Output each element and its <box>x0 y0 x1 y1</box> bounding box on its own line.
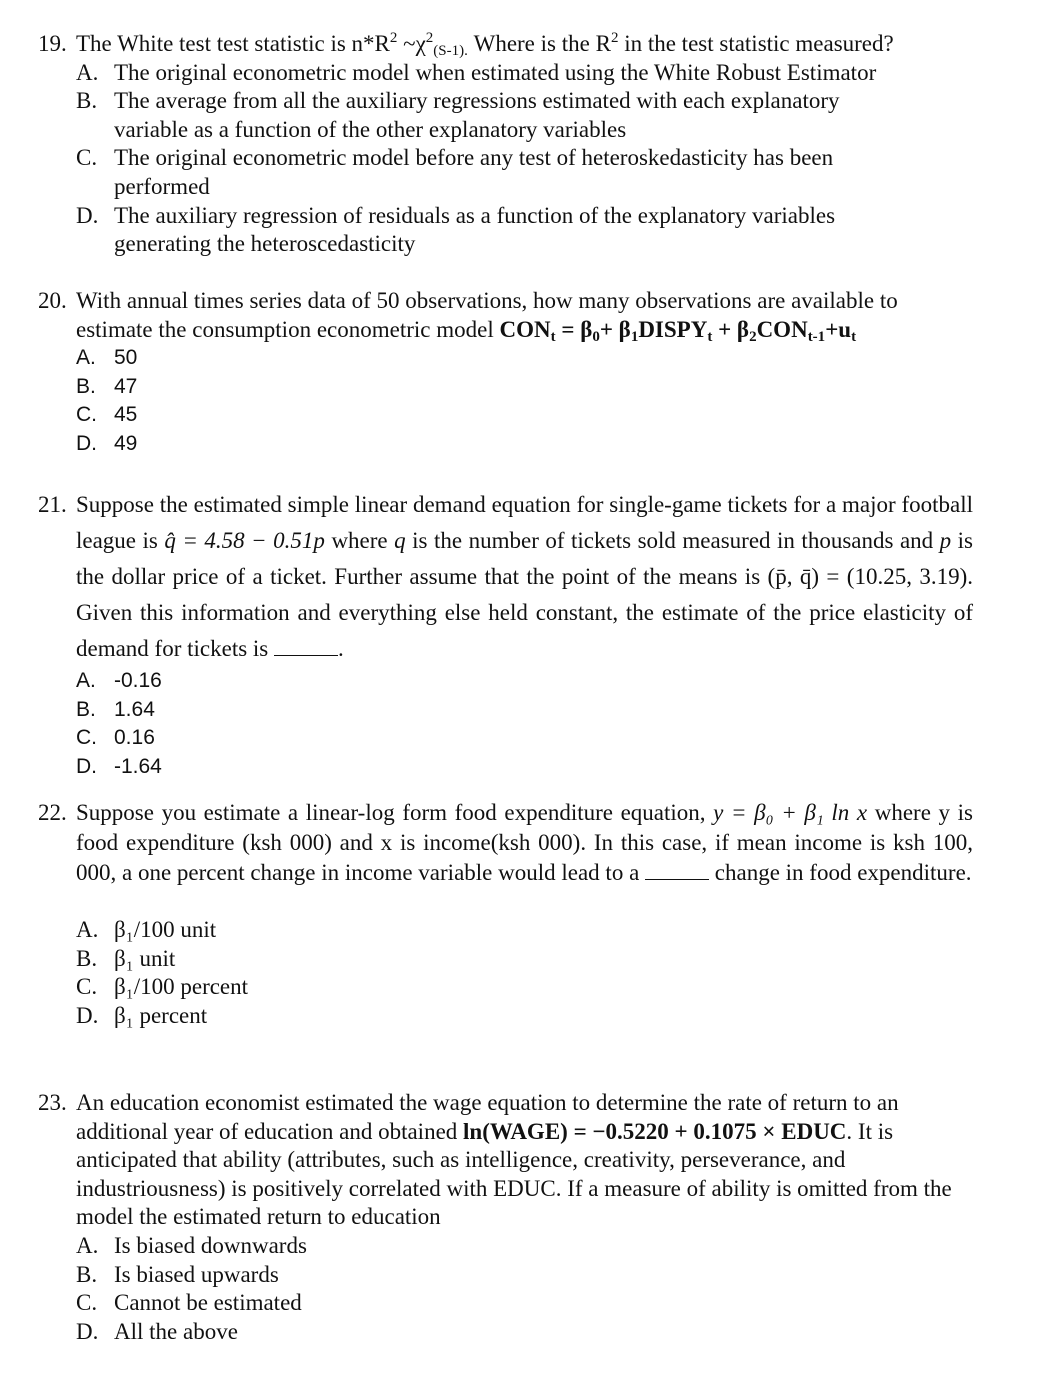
option-b[interactable] <box>76 1261 973 1290</box>
variable-q: q <box>394 528 406 553</box>
option-text: -1.64 <box>114 754 162 778</box>
subscript: (S-1). <box>433 43 468 59</box>
option-b[interactable] <box>76 696 973 725</box>
stem-text: is the number of tickets sold measured in thousands and <box>405 528 940 553</box>
option-letter: D. <box>76 754 97 778</box>
option-letter: C. <box>76 403 97 427</box>
stem-text: ~χ <box>397 31 426 56</box>
option-c[interactable] <box>76 401 973 430</box>
option-letter: A. <box>76 669 96 692</box>
stem-text: where y is food expenditure (ksh 000) and x is income(ksh 000). In this case, if mean income is ksh 100, 000, a one percent change in income variable would lead to a <box>76 800 973 885</box>
stem-text: in the test statistic measured? <box>618 31 894 56</box>
option-text: The average from all the auxiliary regressions estimated with each explanatory variable as a function of the other explanatory variables <box>114 88 840 142</box>
option-letter: D. <box>76 202 99 228</box>
option-text: β₁/100 unit <box>114 917 217 942</box>
options-list <box>76 916 973 1030</box>
option-text: Cannot be estimated <box>114 1290 302 1316</box>
option-text: The auxiliary regression of residuals as a function of the explanatory variables generating the heteroscedasticity <box>114 202 836 257</box>
option-d[interactable] <box>76 753 973 782</box>
option-c[interactable] <box>76 1289 973 1318</box>
options-list <box>76 344 973 458</box>
means-point: (p̄, q̄) = (10.25, 3.19). <box>767 564 974 589</box>
option-letter: C. <box>76 726 97 750</box>
superscript: 2 <box>425 30 434 46</box>
option-d[interactable] <box>76 1002 973 1031</box>
option-text: 50 <box>114 346 138 370</box>
stem-text: Where is the R <box>467 31 611 56</box>
option-text: Is biased upwards <box>114 1261 279 1287</box>
option-text: All the above <box>114 1318 238 1344</box>
option-letter: C. <box>76 1290 98 1316</box>
stem-text: change in food expenditure. <box>709 860 972 885</box>
superscript: 2 <box>389 30 398 46</box>
option-c[interactable] <box>76 724 973 753</box>
superscript: 2 <box>610 30 619 46</box>
question-stem <box>38 287 973 344</box>
linear-log-equation: y = β₀ + β₁ ln x <box>713 800 868 825</box>
option-c[interactable] <box>76 973 973 1002</box>
stem-text: Given this information and everything else held constant, the estimate of the price elasticity of demand for tickets is <box>76 600 973 661</box>
question-22 <box>38 798 973 1030</box>
question-stem <box>38 30 973 59</box>
question-number: 22. <box>38 800 67 825</box>
option-text: 45 <box>114 403 138 427</box>
option-letter: B. <box>76 88 98 114</box>
option-b[interactable] <box>76 373 973 402</box>
option-text: 49 <box>114 431 138 455</box>
option-letter: B. <box>76 697 96 721</box>
option-d[interactable] <box>76 202 934 259</box>
option-text: 0.16 <box>114 726 155 750</box>
option-d[interactable] <box>76 430 973 459</box>
stem-text: With annual times series data of 50 observations, how many observations are available to estimate the consumption econometric model <box>76 288 898 342</box>
question-stem <box>38 798 973 888</box>
option-letter: D. <box>76 431 97 455</box>
option-letter: B. <box>76 1261 98 1287</box>
option-letter: D. <box>76 1002 99 1028</box>
option-text: The original econometric model when estimated using the White Robust Estimator <box>114 59 877 85</box>
question-21 <box>38 487 973 781</box>
option-letter: A. <box>76 1232 99 1258</box>
option-text: β₁ unit <box>114 945 176 971</box>
option-text: β₁ percent <box>114 1002 208 1028</box>
option-letter: B. <box>76 374 96 398</box>
question-number: 20. <box>38 288 67 313</box>
option-letter: A. <box>76 59 99 85</box>
demand-equation: q̂ = 4.58 − 0.51p <box>164 528 325 553</box>
stem-text: is the dollar price of a ticket. Further assume that the point of the means is <box>76 528 974 589</box>
option-a[interactable] <box>76 344 973 373</box>
options-list <box>76 59 973 259</box>
options-list <box>76 667 973 781</box>
option-text: The original econometric model before any test of heteroskedasticity has been performed <box>114 145 834 199</box>
stem-text: . It is anticipated that ability (attributes, such as intelligence, creativity, perseverance, and industriousness) is positively correlated with EDUC. If a measure of ability is omitted from the model the estimated return to education <box>76 1118 952 1230</box>
question-19 <box>38 30 973 259</box>
option-a[interactable] <box>76 1232 973 1261</box>
wage-equation: ln(WAGE) = −0.5220 + 0.1075 × EDUC <box>463 1118 847 1144</box>
question-20 <box>38 287 973 459</box>
option-b[interactable] <box>76 945 973 974</box>
option-letter: C. <box>76 145 98 171</box>
question-stem <box>38 1089 973 1232</box>
option-c[interactable] <box>76 144 924 201</box>
option-a[interactable] <box>76 916 973 945</box>
question-23 <box>38 1089 973 1346</box>
option-text: Is biased downwards <box>114 1232 307 1258</box>
variable-p: p <box>939 528 952 553</box>
option-letter: D. <box>76 1318 99 1344</box>
stem-text: An education economist estimated the wage equation to determine the rate of return to an additional year of education and obtained <box>76 1090 899 1144</box>
answer-blank <box>274 637 338 656</box>
option-text: 47 <box>114 374 138 398</box>
option-letter: B. <box>76 945 98 971</box>
stem-text: where <box>324 528 395 553</box>
options-list <box>76 1232 973 1346</box>
option-a[interactable] <box>76 667 973 696</box>
option-text: -0.16 <box>114 669 162 692</box>
option-text: β₁/100 percent <box>114 974 249 1000</box>
stem-text: Suppose the estimated simple linear demand equation for single-game tickets for a major football league is <box>76 492 973 553</box>
option-b[interactable] <box>76 87 904 144</box>
option-letter: C. <box>76 974 98 1000</box>
question-number: 19. <box>38 31 67 56</box>
question-number: 21. <box>38 492 67 517</box>
stem-text: Suppose you estimate a linear-log form food expenditure equation, <box>76 800 714 825</box>
option-letter: A. <box>76 917 99 942</box>
question-stem: 21. Suppose the estimated simple linear demand equation for single-game tickets for a major football league is q̂ = 4.58 − 0.51p where q is the number of tickets sold measured in thousands and p is the dollar price of a ticket. Further assume that the point of the means is (p̄, q̄) = (10.25, 3.19). Given this information and everything else held constant, the estimate of the price elasticity of demand for tickets is . <box>38 487 973 667</box>
stem-text: The White test test statistic is n*R <box>76 31 390 56</box>
option-letter: A. <box>76 346 96 370</box>
model-equation: $CON_t = \beta_0+$ $\beta_1DISPY_t + \beta_2CON_{t-1}+u_t$ <box>499 316 857 345</box>
option-text: 1.64 <box>114 697 155 721</box>
option-a[interactable] <box>76 59 973 88</box>
answer-blank <box>645 861 709 880</box>
option-d[interactable] <box>76 1318 973 1347</box>
question-number: 23. <box>38 1090 67 1115</box>
